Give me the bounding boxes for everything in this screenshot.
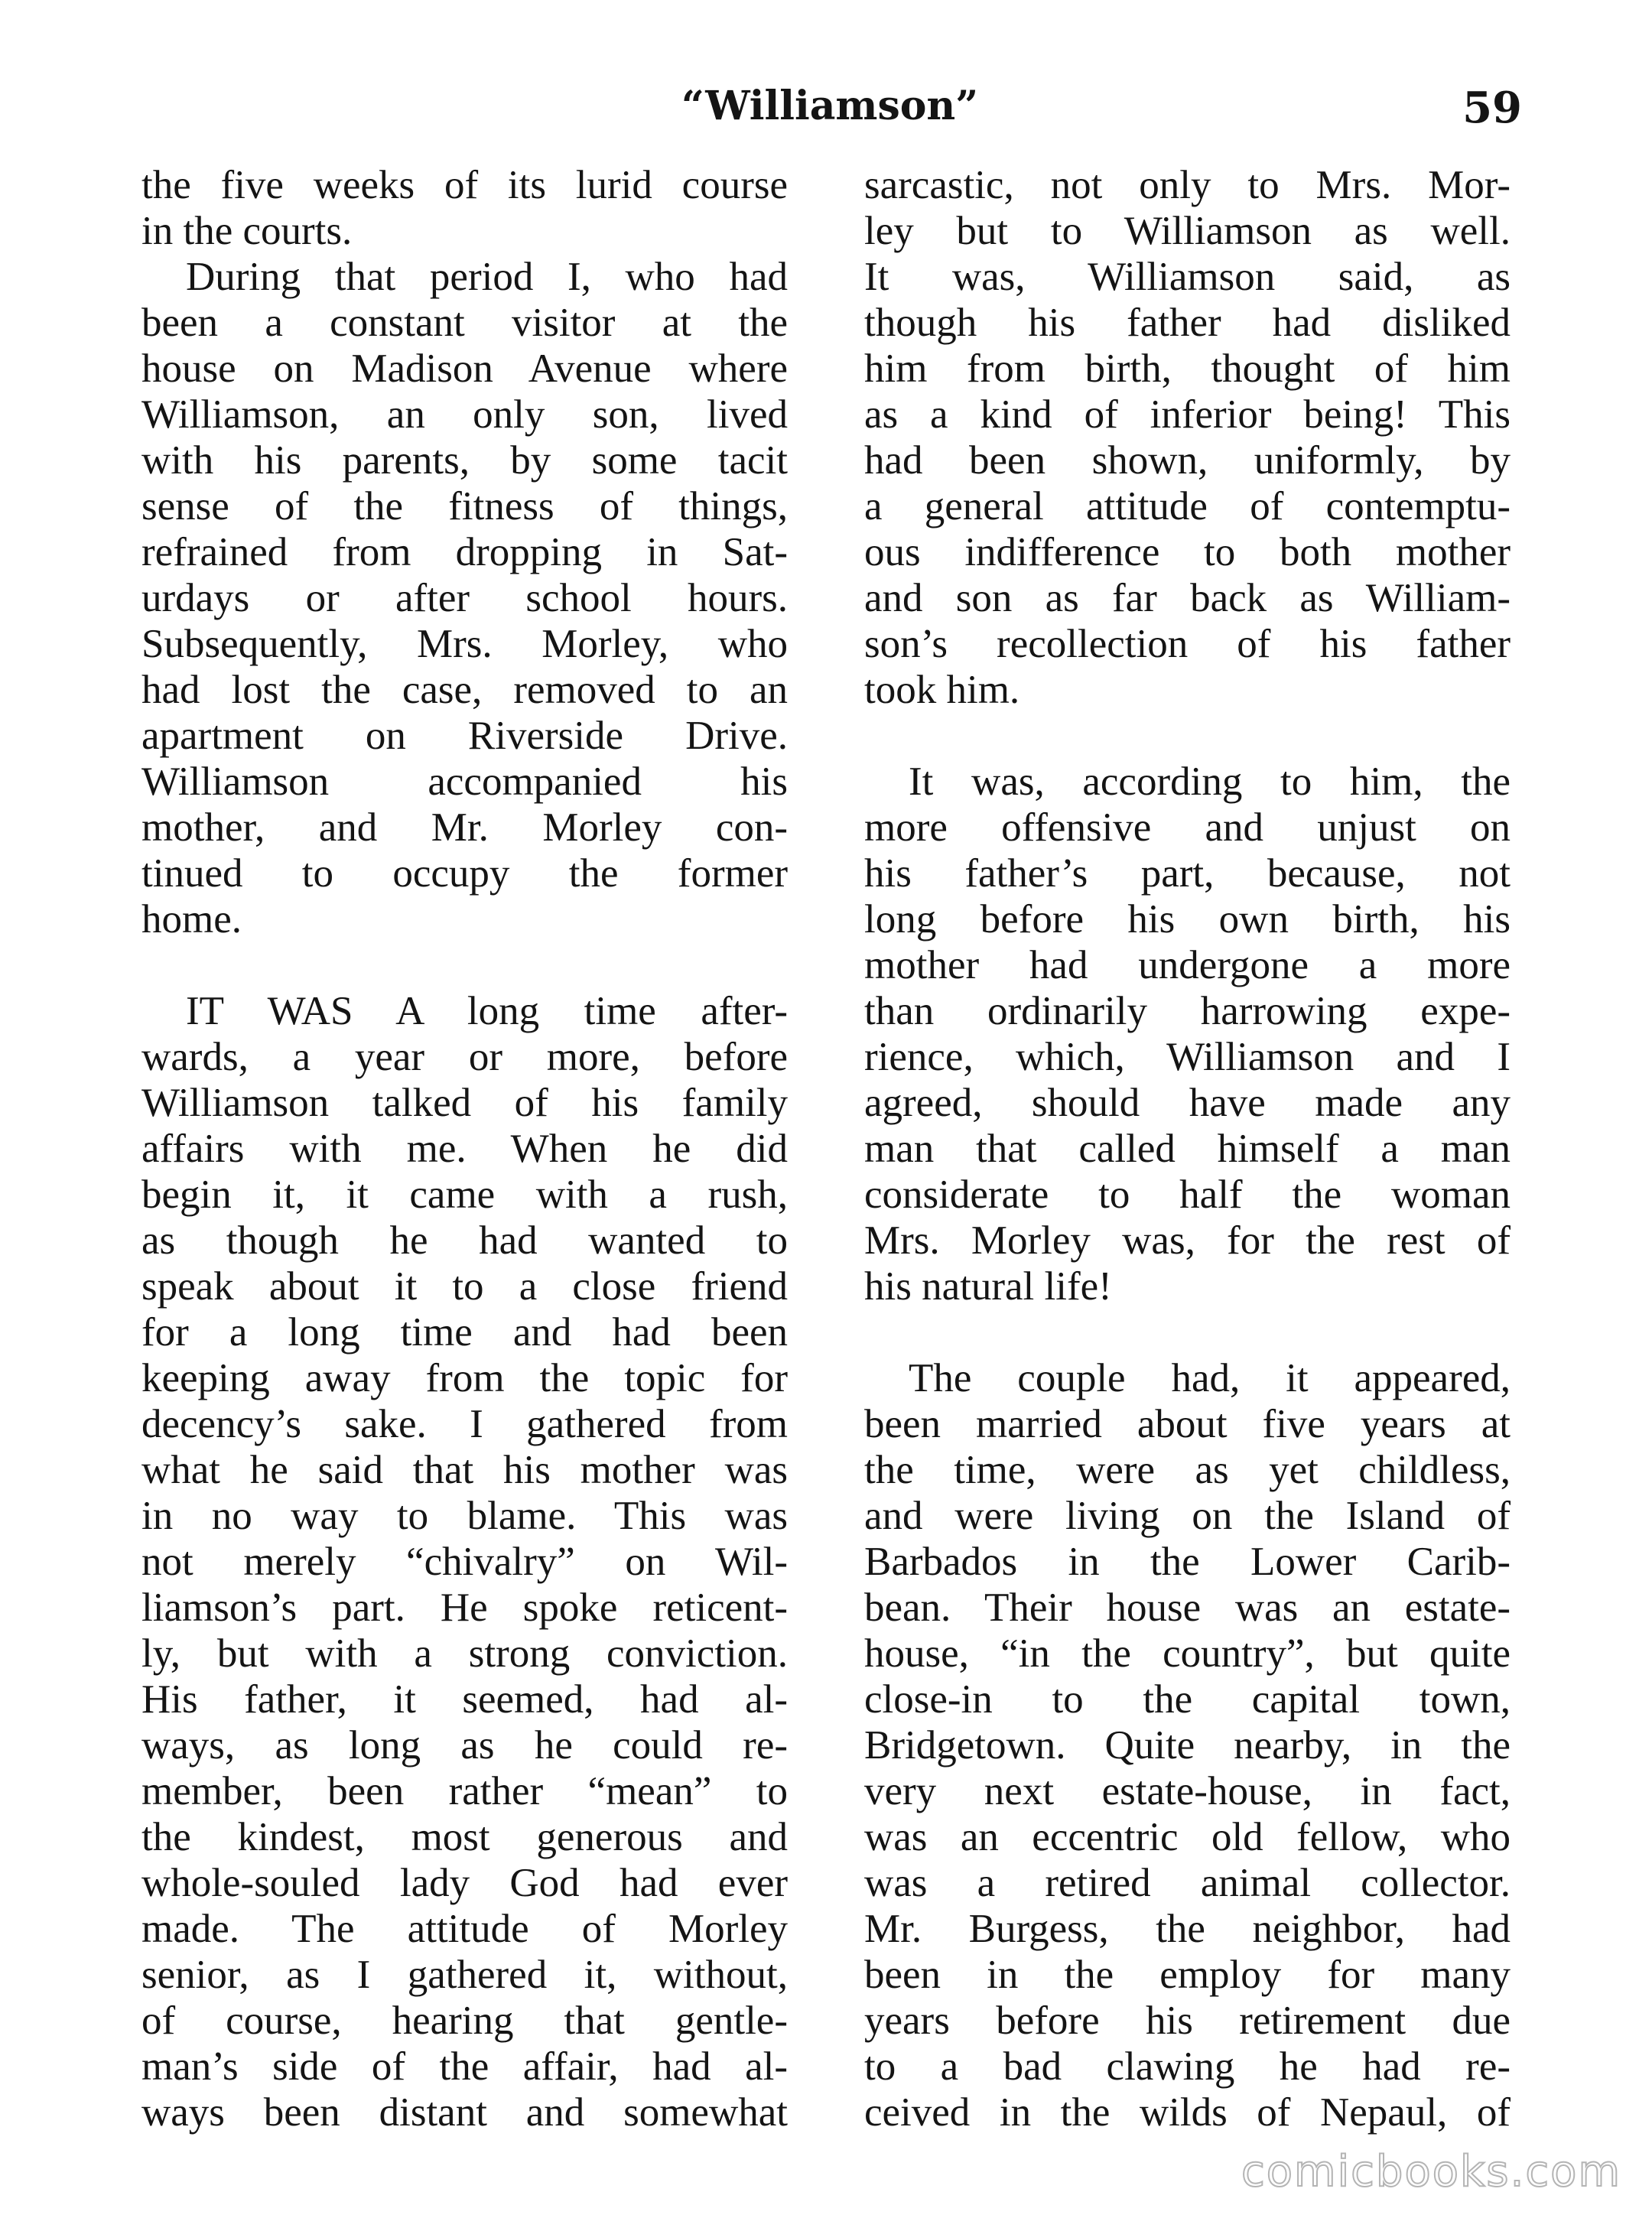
text-line: agreed, should have made any <box>864 1081 1511 1125</box>
text-line: Barbados in the Lower Carib- <box>864 1540 1511 1584</box>
text-line: keeping away from the topic for <box>141 1356 788 1400</box>
page-number: 59 <box>1462 83 1522 133</box>
text-line: sense of the fitness of things, <box>141 484 788 528</box>
text-line: the five weeks of its lurid course <box>141 163 788 207</box>
text-line: senior, as I gathered it, without, <box>141 1953 788 1997</box>
text-line: Williamson, an only son, lived <box>141 392 788 437</box>
text-line: close-in to the capital town, <box>864 1677 1511 1722</box>
running-header <box>138 83 1522 136</box>
text-line: been married about five years at <box>864 1402 1511 1446</box>
text-line: years before his retirement due <box>864 1998 1511 2043</box>
text-line: Mrs. Morley was, for the rest of <box>864 1218 1511 1263</box>
text-line: and were living on the Island of <box>864 1494 1511 1538</box>
text-line: for a long time and had been <box>141 1310 788 1355</box>
text-line: wards, a year or more, before <box>141 1035 788 1079</box>
running-title: “Williamson” <box>681 83 979 129</box>
text-line: tinued to occupy the former <box>141 851 788 896</box>
text-line: liamson’s part. He spoke reticent- <box>141 1585 788 1630</box>
text-line: than ordinarily harrowing expe- <box>864 989 1511 1033</box>
text-line: sarcastic, not only to Mrs. Mor- <box>864 163 1511 207</box>
text-line: what he said that his mother was <box>141 1448 788 1492</box>
text-line: begin it, it came with a rush, <box>141 1172 788 1217</box>
text-line: bean. Their house was an estate- <box>864 1585 1511 1630</box>
text-line: been a constant visitor at the <box>141 301 788 345</box>
text-line: Williamson talked of his family <box>141 1081 788 1125</box>
paragraph-gap <box>141 942 788 988</box>
text-line: in the courts. <box>141 209 353 253</box>
text-line: with his parents, by some tacit <box>141 438 788 483</box>
text-line: ways been distant and somewhat <box>141 2090 788 2135</box>
text-line: mother, and Mr. Morley con- <box>141 805 788 850</box>
text-line: home. <box>141 897 242 942</box>
text-line: the time, were as yet childless, <box>864 1448 1511 1492</box>
text-line: During that period I, who had <box>186 255 788 299</box>
text-line: ley but to Williamson as well. <box>864 209 1511 253</box>
text-line: as though he had wanted to <box>141 1218 788 1263</box>
text-line: Subsequently, Mrs. Morley, who <box>141 622 788 666</box>
text-line: rience, which, Williamson and I <box>864 1035 1511 1079</box>
text-line: the kindest, most generous and <box>141 1815 788 1859</box>
text-line: Mr. Burgess, the neighbor, had <box>864 1907 1511 1951</box>
text-line: considerate to half the woman <box>864 1172 1511 1217</box>
text-line: though his father had disliked <box>864 301 1511 345</box>
text-line: had been shown, uniformly, by <box>864 438 1511 483</box>
text-line: him from birth, thought of him <box>864 346 1511 391</box>
text-line: man’s side of the affair, had al- <box>141 2044 788 2089</box>
text-line: Bridgetown. Quite nearby, in the <box>864 1723 1511 1768</box>
text-line: ly, but with a strong conviction. <box>141 1631 788 1676</box>
text-line: his father’s part, because, not <box>864 851 1511 896</box>
text-line: affairs with me. When he did <box>141 1127 788 1171</box>
text-line: It was, Williamson said, as <box>864 255 1511 299</box>
paragraph-gap <box>864 1309 1511 1355</box>
text-line: It was, according to him, the <box>909 759 1511 804</box>
text-line: His father, it seemed, had al- <box>141 1677 788 1722</box>
text-line: IT WAS A long time after- <box>186 989 788 1033</box>
text-line: took him. <box>864 668 1020 712</box>
text-line: member, been rather “mean” to <box>141 1769 788 1813</box>
text-line: apartment on Riverside Drive. <box>141 714 788 758</box>
text-line: ways, as long as he could re- <box>141 1723 788 1768</box>
text-line: urdays or after school hours. <box>141 576 788 620</box>
text-line: mother had undergone a more <box>864 943 1511 987</box>
text-line: been in the employ for many <box>864 1953 1511 1997</box>
text-line: ous indifference to both mother <box>864 530 1511 574</box>
watermark: comicbooks.com <box>1241 2147 1621 2197</box>
text-line: house on Madison Avenue where <box>141 346 788 391</box>
text-line: decency’s sake. I gathered from <box>141 1402 788 1446</box>
text-line: was an eccentric old fellow, who <box>864 1815 1511 1859</box>
text-line: more offensive and unjust on <box>864 805 1511 850</box>
text-line: ceived in the wilds of Nepaul, of <box>864 2090 1511 2135</box>
text-line: Williamson accompanied his <box>141 759 788 804</box>
text-line: house, “in the country”, but quite <box>864 1631 1511 1676</box>
text-line: a general attitude of contemptu- <box>864 484 1511 528</box>
text-line: to a bad clawing he had re- <box>864 2044 1511 2089</box>
text-line: whole-souled lady God had ever <box>141 1861 788 1905</box>
text-line: son’s recollection of his father <box>864 622 1511 666</box>
text-line: not merely “chivalry” on Wil- <box>141 1540 788 1584</box>
text-line: The couple had, it appeared, <box>909 1356 1511 1400</box>
paragraph-gap <box>864 713 1511 759</box>
text-line: of course, hearing that gentle- <box>141 1998 788 2043</box>
text-line: very next estate-house, in fact, <box>864 1769 1511 1813</box>
text-line: was a retired animal collector. <box>864 1861 1511 1905</box>
text-line: and son as far back as William- <box>864 576 1511 620</box>
text-line: had lost the case, removed to an <box>141 668 788 712</box>
left-column <box>141 162 788 2135</box>
text-line: in no way to blame. This was <box>141 1494 788 1538</box>
text-line: long before his own birth, his <box>864 897 1511 942</box>
right-column <box>864 162 1511 2135</box>
text-line: as a kind of inferior being! This <box>864 392 1511 437</box>
text-line: refrained from dropping in Sat- <box>141 530 788 574</box>
text-line: man that called himself a man <box>864 1127 1511 1171</box>
text-line: speak about it to a close friend <box>141 1264 788 1309</box>
text-line: his natural life! <box>864 1264 1112 1309</box>
text-line: made. The attitude of Morley <box>141 1907 788 1951</box>
